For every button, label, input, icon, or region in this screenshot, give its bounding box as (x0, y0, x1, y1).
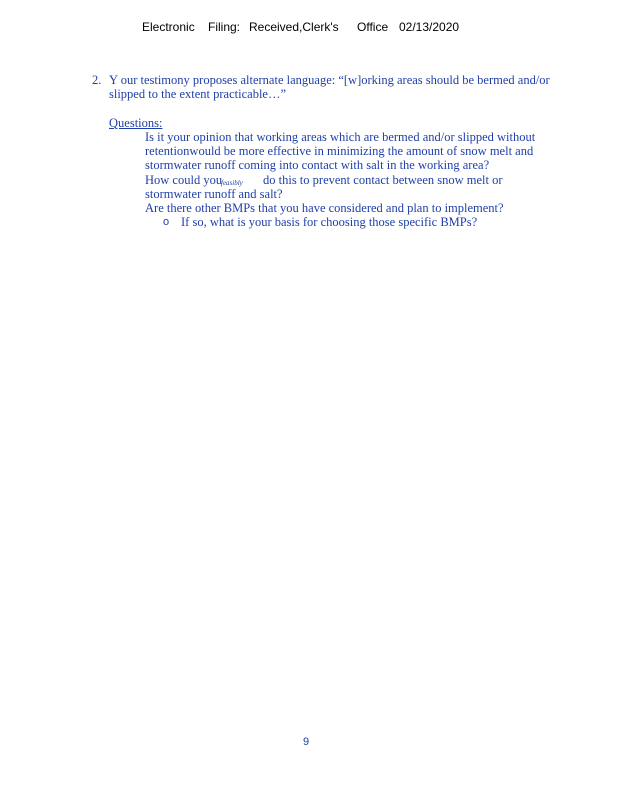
header-office: Office (357, 20, 389, 34)
header-date: 02/13/2020 (399, 20, 460, 34)
item-number: 2. (92, 73, 102, 87)
question-3-sub-item: If so, what is your basis for choosing those specific BMPs? (181, 215, 478, 229)
question-1-line-3: stormwater runoff coming into contact with salt in the working area? (145, 158, 490, 172)
sub-bullet-icon: o (163, 216, 170, 228)
questions-heading: Questions: (109, 116, 163, 130)
question-2-line-1-end: do this to prevent contact between snow melt or (263, 173, 503, 187)
question-3-line-1: Are there other BMPs that you have considered and plan to implement? (145, 201, 504, 215)
question-2-line-1-start: How could you (145, 173, 223, 187)
header-filing: Filing: (208, 20, 241, 34)
question-1-line-2: retentionwould be more effective in minimizing the amount of snow melt and (145, 144, 534, 158)
item-text-line-2: slipped to the extent practicable…” (109, 87, 287, 101)
page-number: 9 (303, 736, 310, 748)
inserted-word: feasibly (221, 179, 243, 187)
question-2-line-2: stormwater runoff and salt? (145, 187, 283, 201)
item-text-line-1: Y our testimony proposes alternate language: “[w]orking areas should be bermed and/or (109, 73, 550, 87)
question-1-line-1: Is it your opinion that working areas which are bermed and/or slipped without (145, 130, 536, 144)
header-electronic: Electronic (142, 20, 195, 34)
filing-header (0, 20, 618, 38)
header-received: Received,Clerk's (249, 20, 339, 34)
